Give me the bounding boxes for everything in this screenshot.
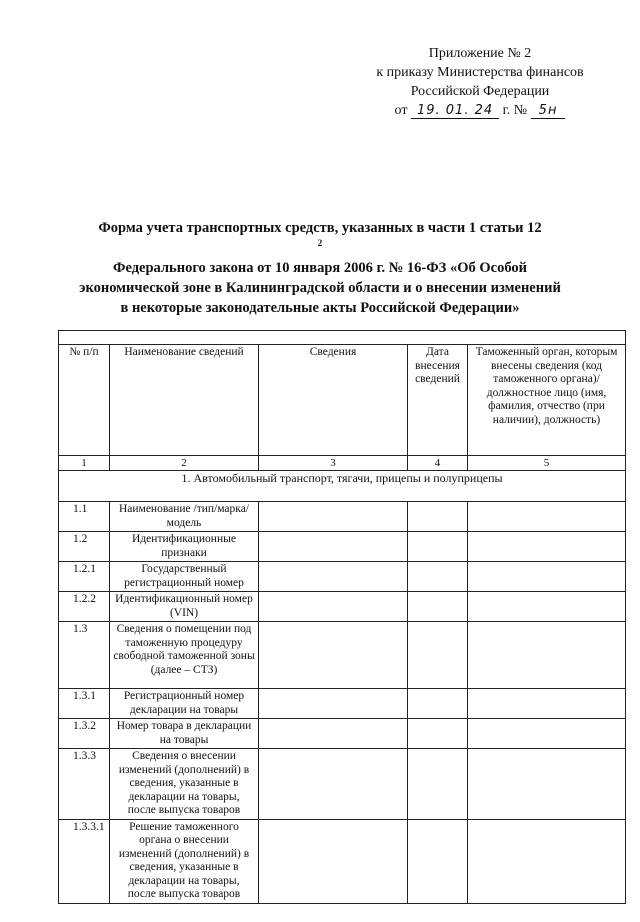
row-name: Сведения о помещении под таможенную процедуру свободной таможенной зоны (далее – СТЗ) bbox=[110, 622, 259, 689]
empty-cell bbox=[408, 502, 468, 532]
ot-label: от bbox=[394, 103, 408, 118]
table-row bbox=[59, 749, 626, 820]
title-line-4: в некоторые законодательные акты Российской Федерации» bbox=[120, 300, 520, 316]
row-number: 1.1 bbox=[59, 502, 110, 532]
row-number: 1.3.3.1 bbox=[59, 819, 110, 903]
empty-cell bbox=[468, 689, 626, 719]
empty-cell bbox=[468, 562, 626, 592]
section-row bbox=[59, 471, 626, 502]
column-number: 5 bbox=[468, 456, 626, 471]
table-row bbox=[59, 562, 626, 592]
header-cell: Сведения bbox=[259, 345, 408, 456]
order-ministry: к приказу Министерства финансов bbox=[376, 65, 584, 80]
header-cell: Наименование сведений bbox=[110, 345, 259, 456]
empty-cell bbox=[259, 562, 408, 592]
empty-cell bbox=[468, 532, 626, 562]
row-name: Решение таможенного органа о внесении изменений (дополнений) в сведения, указанные в декларации на товары, после выпуска товаров bbox=[110, 819, 259, 903]
appendix-header bbox=[360, 44, 600, 120]
empty-cell bbox=[468, 502, 626, 532]
empty-cell bbox=[259, 719, 408, 749]
handwritten-date: 19. 01. 24 bbox=[411, 104, 499, 119]
column-number: 1 bbox=[59, 456, 110, 471]
empty-cell bbox=[408, 532, 468, 562]
header-cell: Дата внесения сведений bbox=[408, 345, 468, 456]
empty-cell bbox=[59, 331, 626, 345]
empty-cell bbox=[408, 622, 468, 689]
column-number: 2 bbox=[110, 456, 259, 471]
order-country: Российской Федерации bbox=[410, 84, 550, 99]
row-number: 1.2 bbox=[59, 532, 110, 562]
order-date-line bbox=[360, 101, 600, 120]
document-title bbox=[60, 218, 580, 318]
row-name: Номер товара в декларации на товары bbox=[110, 719, 259, 749]
vehicle-record-form-table bbox=[58, 330, 626, 904]
empty-cell bbox=[259, 592, 408, 622]
row-number: 1.3.2 bbox=[59, 719, 110, 749]
row-number: 1.3.1 bbox=[59, 689, 110, 719]
empty-cell bbox=[259, 749, 408, 820]
table-row bbox=[59, 689, 626, 719]
section-title: 1. Автомобильный транспорт, тягачи, прицепы и полуприцепы bbox=[59, 471, 626, 502]
row-name: Идентификационный номер (VIN) bbox=[110, 592, 259, 622]
empty-cell bbox=[468, 819, 626, 903]
header-cell: Таможенный орган, которым внесены сведения (код таможенного органа)/должностное лицо (имя, фамилия, отчество (при наличии), должность) bbox=[468, 345, 626, 456]
empty-cell bbox=[408, 562, 468, 592]
empty-cell bbox=[408, 749, 468, 820]
header-cell: № п/п bbox=[59, 345, 110, 456]
row-number: 1.3.3 bbox=[59, 749, 110, 820]
row-name: Сведения о внесении изменений (дополнений) в сведения, указанные в декларации на товары, после выпуска товаров bbox=[110, 749, 259, 820]
g-no-label: г. № bbox=[502, 103, 528, 118]
title-line-3: экономической зоне в Калининградской области и о внесении изменений bbox=[79, 280, 561, 296]
empty-cell bbox=[259, 689, 408, 719]
empty-cell bbox=[468, 592, 626, 622]
row-name: Регистрационный номер декларации на товары bbox=[110, 689, 259, 719]
empty-cell bbox=[408, 689, 468, 719]
title-line-1: Форма учета транспортных средств, указанных в части 1 статьи 12 $^2$ bbox=[98, 220, 542, 249]
row-name: Идентификационные признаки bbox=[110, 532, 259, 562]
column-number: 3 bbox=[259, 456, 408, 471]
empty-cell bbox=[259, 622, 408, 689]
row-name: Наименование /тип/марка/модель bbox=[110, 502, 259, 532]
row-number: 1.2.1 bbox=[59, 562, 110, 592]
empty-cell bbox=[259, 532, 408, 562]
column-number: 4 bbox=[408, 456, 468, 471]
empty-cell bbox=[259, 502, 408, 532]
table-row bbox=[59, 622, 626, 689]
table-row bbox=[59, 532, 626, 562]
table-row bbox=[59, 592, 626, 622]
row-number: 1.3 bbox=[59, 622, 110, 689]
row-number: 1.2.2 bbox=[59, 592, 110, 622]
empty-cell bbox=[408, 719, 468, 749]
empty-cell bbox=[468, 749, 626, 820]
table-row bbox=[59, 502, 626, 532]
table-row bbox=[59, 719, 626, 749]
column-number-row bbox=[59, 456, 626, 471]
empty-cell bbox=[408, 819, 468, 903]
handwritten-order-number: 5н bbox=[531, 104, 566, 119]
empty-cell bbox=[468, 622, 626, 689]
title-superscript: 2 bbox=[317, 238, 323, 249]
empty-cell bbox=[408, 592, 468, 622]
empty-cell bbox=[468, 719, 626, 749]
empty-cell bbox=[259, 819, 408, 903]
title-line-2: Федерального закона от 10 января 2006 г. № 16-ФЗ «Об Особой bbox=[113, 260, 527, 276]
table-header-row bbox=[59, 345, 626, 456]
table-row bbox=[59, 819, 626, 903]
row-name: Государственный регистрационный номер bbox=[110, 562, 259, 592]
table-top-empty-row bbox=[59, 331, 626, 345]
appendix-number: Приложение № 2 bbox=[428, 46, 532, 61]
